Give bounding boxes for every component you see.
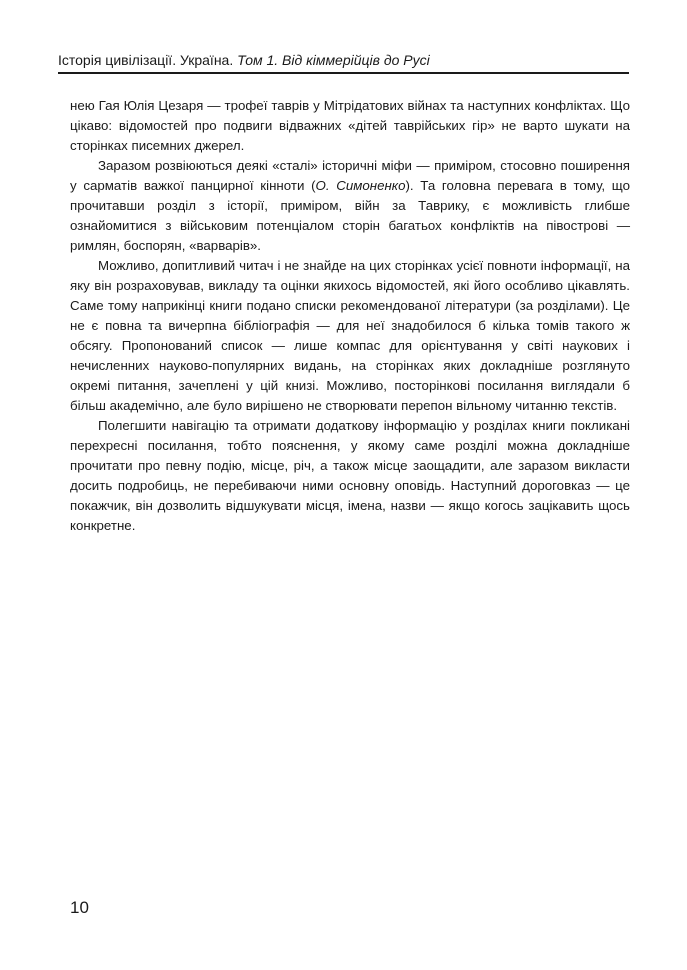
running-header xyxy=(58,50,628,70)
paragraph-2 xyxy=(70,156,630,256)
header-series: Історія цивілізації. Україна. xyxy=(58,52,234,68)
paragraph-2-before: Заразом розвіюються деякі «сталі» історичні міфи — приміром, стосовно поширення у сарматів важкої панцирної кінноти ( xyxy=(70,158,630,193)
citation-author: О. Симоненко xyxy=(315,178,406,193)
main-text xyxy=(70,96,630,536)
paragraph-1: нею Гая Юлія Цезаря — трофеї таврів у Мітрідатових війнах та наступних конфліктах. Що цікаво: відомостей про подвиги відважних «дітей таврійських гір» не варто шукати на сторінках писемних джерел. xyxy=(70,98,630,153)
header-volume-title: Том 1. Від кіммерійців до Русі xyxy=(237,52,430,68)
header-divider xyxy=(58,72,629,74)
page-number: 10 xyxy=(70,898,89,917)
paragraph-4: Полегшити навігацію та отримати додаткову інформацію у розділах книги покликані перехресні посилання, тобто пояснення, у якому саме розділі можна докладніше прочитати про певну подію, місце, річ, а також місце заощадити, але заразом викласти досить подробиць, не перебиваючи ними основну оповідь. Наступний дороговказ — це покажчик, він дозволить відшукувати місця, імена, назви — якщо когось зацікавить щось конкретне. xyxy=(70,418,630,533)
paragraph-3: Можливо, допитливий читач і не знайде на цих сторінках усієї повноти інформації, на яку він розраховував, викладу та оцінки якихось відомостей, які його особливо цікавлять. Саме тому наприкінці книги подано списки рекомендованої літератури (за розділами). Це не є повна та вичерпна бібліографія — для неї знадобилося б кілька томів такого ж обсягу. Пропонований список — лише компас для орієнтування у світі наукових і нечисленних науково-популярних видань, на сторінках яких докладніше розглянуто окремі питання, зачеплені у цій книзі. Можливо, посторінкові посилання виглядали б більш академічно, але було вирішено не створювати перепон вільному читанню текстів. xyxy=(70,258,630,413)
paragraph-2-after: ). Та головна перевага в тому, що прочитавши розділ з історії, приміром, війн за Таврику, є можливість глибше ознайомитися з військовим потенціалом сторін багатьох конфліктів на півострові — римлян, боспорян, «варварів». xyxy=(70,178,630,253)
